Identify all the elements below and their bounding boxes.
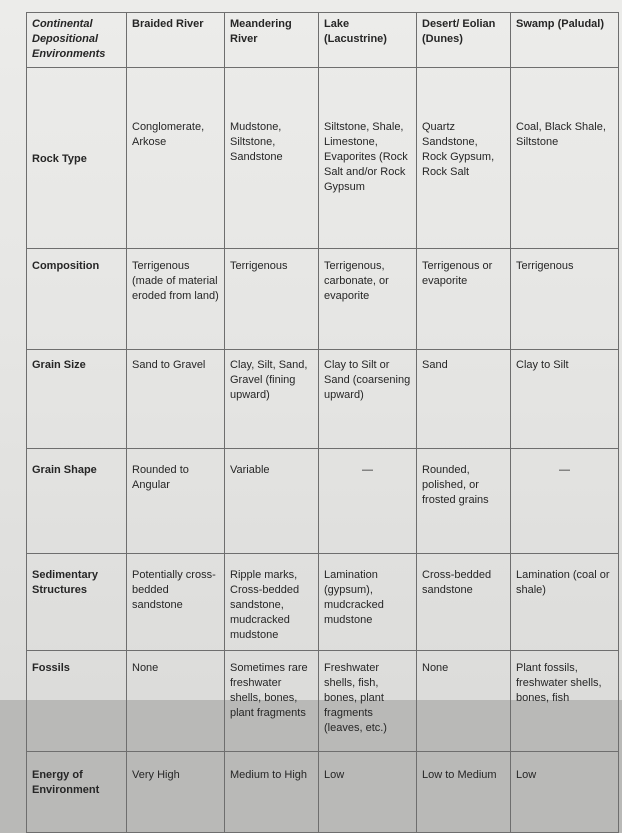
table-row-energy [27,752,619,833]
table-cell: Terrigenous [225,249,319,350]
table-cell: Plant fossils, freshwater shells, bones, fish [511,651,619,752]
table-row-grain-size [27,350,619,449]
table-cell: Freshwater shells, fish, bones, plant fragments (leaves, etc.) [319,651,417,752]
header-cell-lake: Lake (Lacustrine) [319,13,417,68]
table-cell: Variable [225,449,319,554]
table-cell: Quartz Sandstone, Rock Gypsum, Rock Salt [417,68,511,249]
table-cell: Very High [127,752,225,833]
table-cell: Terrigenous or evaporite [417,249,511,350]
table-row-grain-shape [27,449,619,554]
table-cell: Terrigenous [511,249,619,350]
table-cell: Terrigenous (made of material eroded from land) [127,249,225,350]
table-cell: Conglomerate, Arkose [127,68,225,249]
row-label: Fossils [27,651,127,752]
table-cell: — [319,449,417,554]
table-cell: Sand [417,350,511,449]
row-label: Sedimentary Structures [27,554,127,651]
table-cell: Low to Medium [417,752,511,833]
table-cell: Lamination (coal or shale) [511,554,619,651]
table-cell: Lamination (gypsum), mudcracked mudstone [319,554,417,651]
table-cell: Mudstone, Siltstone, Sandstone [225,68,319,249]
row-label: Grain Size [27,350,127,449]
row-label: Energy of Environment [27,752,127,833]
table-cell: Clay to Silt [511,350,619,449]
table-cell: Low [319,752,417,833]
table-cell: Rounded, polished, or frosted grains [417,449,511,554]
table-cell: Terrigenous, carbonate, or evaporite [319,249,417,350]
table-cell: Clay, Silt, Sand, Gravel (fining upward) [225,350,319,449]
header-cell-meandering-river: Meandering River [225,13,319,68]
table-cell: Medium to High [225,752,319,833]
table-cell: Low [511,752,619,833]
depositional-environments-table [26,12,619,833]
header-row [27,13,619,68]
table-cell: Clay to Silt or Sand (coarsening upward) [319,350,417,449]
header-cell-desert: Desert/ Eolian (Dunes) [417,13,511,68]
row-label: Rock Type [27,68,127,249]
table-row-composition [27,249,619,350]
table-row-fossils [27,651,619,752]
table-cell: None [127,651,225,752]
row-label: Grain Shape [27,449,127,554]
table-cell: Sand to Gravel [127,350,225,449]
row-label: Composition [27,249,127,350]
table-cell: None [417,651,511,752]
table-cell: Ripple marks, Cross-bedded sandstone, mudcracked mudstone [225,554,319,651]
table-cell: Rounded to Angular [127,449,225,554]
table-cell: Sometimes rare freshwater shells, bones, plant fragments [225,651,319,752]
header-cell-braided-river: Braided River [127,13,225,68]
table-cell: — [511,449,619,554]
table-cell: Cross-bedded sandstone [417,554,511,651]
header-cell-environments: Continental Depositional Environments [27,13,127,68]
table-cell: Siltstone, Shale, Limestone, Evaporites (Rock Salt and/or Rock Gypsum [319,68,417,249]
table-row-sedimentary-structures [27,554,619,651]
table-row-rock-type [27,68,619,249]
header-cell-swamp: Swamp (Paludal) [511,13,619,68]
table-cell: Potentially cross-bedded sandstone [127,554,225,651]
table-cell: Coal, Black Shale, Siltstone [511,68,619,249]
